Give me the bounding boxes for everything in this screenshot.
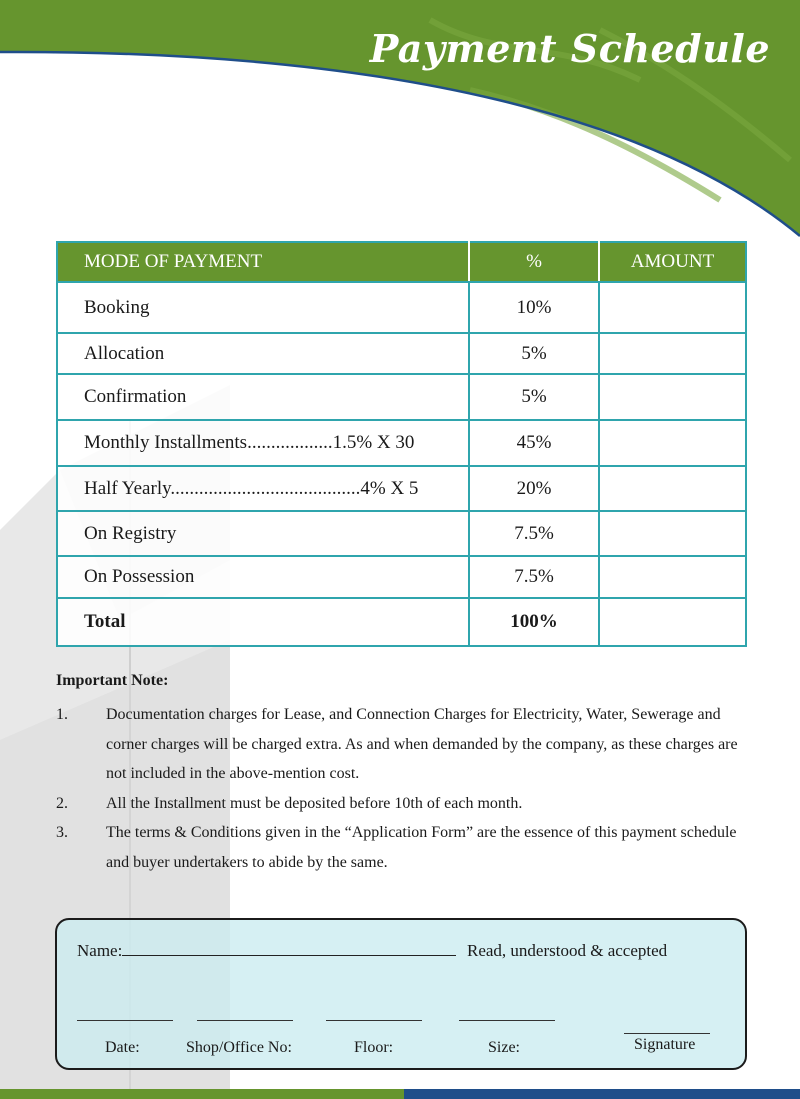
table-row — [57, 374, 746, 420]
note-text: The terms & Conditions given in the “Application Form” are the essence of this payment schedule and buyer undertakers to abide by the same. — [106, 824, 737, 871]
note-text: Documentation charges for Lease, and Connection Charges for Electricity, Water, Sewerage and corner charges will be charged extra. As and when demanded by the company, as these charges are not included in the above-mention cost. — [106, 706, 738, 782]
table-row — [57, 420, 746, 466]
bottom-color-bar — [0, 1089, 800, 1099]
total-amount-cell[interactable] — [599, 598, 746, 646]
name-label: Name: — [77, 941, 123, 960]
size-blank-line[interactable] — [459, 1020, 555, 1021]
row-percent: 45% — [469, 420, 599, 466]
row-percent: 5% — [469, 333, 599, 374]
row-amount-cell[interactable] — [599, 374, 746, 420]
table-row — [57, 466, 746, 511]
row-mode: Allocation — [57, 333, 469, 374]
row-percent: 7.5% — [469, 556, 599, 598]
row-mode: On Possession — [57, 556, 469, 598]
note-number: 2. — [56, 794, 68, 812]
table-row — [57, 556, 746, 598]
row-percent: 7.5% — [469, 511, 599, 556]
table-row — [57, 333, 746, 374]
payment-schedule-table — [56, 241, 747, 647]
row-amount-cell[interactable] — [599, 282, 746, 333]
name-blank-line[interactable] — [122, 941, 456, 956]
row-mode: Confirmation — [57, 374, 469, 420]
floor-label: Floor: — [354, 1039, 394, 1056]
row-amount-cell[interactable] — [599, 333, 746, 374]
header-amount: AMOUNT — [599, 242, 746, 282]
note-heading: Important Note: — [56, 672, 169, 689]
row-amount-cell[interactable] — [599, 511, 746, 556]
shop-office-label: Shop/Office No: — [186, 1039, 292, 1056]
table-total-row — [57, 598, 746, 646]
date-label: Date: — [105, 1039, 140, 1056]
table-header-row — [57, 242, 746, 282]
bottom-bar-green — [0, 1089, 404, 1099]
row-mode: Booking — [57, 282, 469, 333]
total-percent: 100% — [469, 598, 599, 646]
signature-blank-line[interactable] — [624, 1033, 710, 1034]
page-title: Payment Schedule — [369, 26, 770, 71]
name-field[interactable] — [77, 941, 456, 961]
row-mode: Half Yearly........................................4% X 5 — [57, 466, 469, 511]
row-percent: 20% — [469, 466, 599, 511]
header-percent: % — [469, 242, 599, 282]
row-mode: On Registry — [57, 511, 469, 556]
table-row — [57, 511, 746, 556]
acceptance-box — [55, 918, 747, 1070]
accept-statement: Read, understood & accepted — [467, 941, 668, 960]
size-label: Size: — [488, 1039, 520, 1056]
floor-blank-line[interactable] — [326, 1020, 422, 1021]
bottom-bar-blue — [404, 1089, 800, 1099]
header-mode-of-payment: MODE OF PAYMENT — [57, 242, 469, 282]
signature-label: Signature — [634, 1036, 696, 1053]
row-percent: 5% — [469, 374, 599, 420]
note-item — [56, 789, 756, 819]
note-number: 3. — [56, 824, 68, 841]
row-amount-cell[interactable] — [599, 420, 746, 466]
important-note — [56, 672, 756, 877]
row-amount-cell[interactable] — [599, 466, 746, 511]
note-number: 1. — [56, 706, 68, 723]
note-text: All the Installment must be deposited before 10th of each month. — [106, 794, 523, 812]
table-row — [57, 282, 746, 333]
total-label: Total — [57, 598, 469, 646]
note-item — [56, 700, 756, 789]
row-amount-cell[interactable] — [599, 556, 746, 598]
row-percent: 10% — [469, 282, 599, 333]
shop-blank-line[interactable] — [197, 1020, 293, 1021]
note-item — [56, 818, 756, 877]
row-mode: Monthly Installments..................1.5% X 30 — [57, 420, 469, 466]
date-blank-line[interactable] — [77, 1020, 173, 1021]
